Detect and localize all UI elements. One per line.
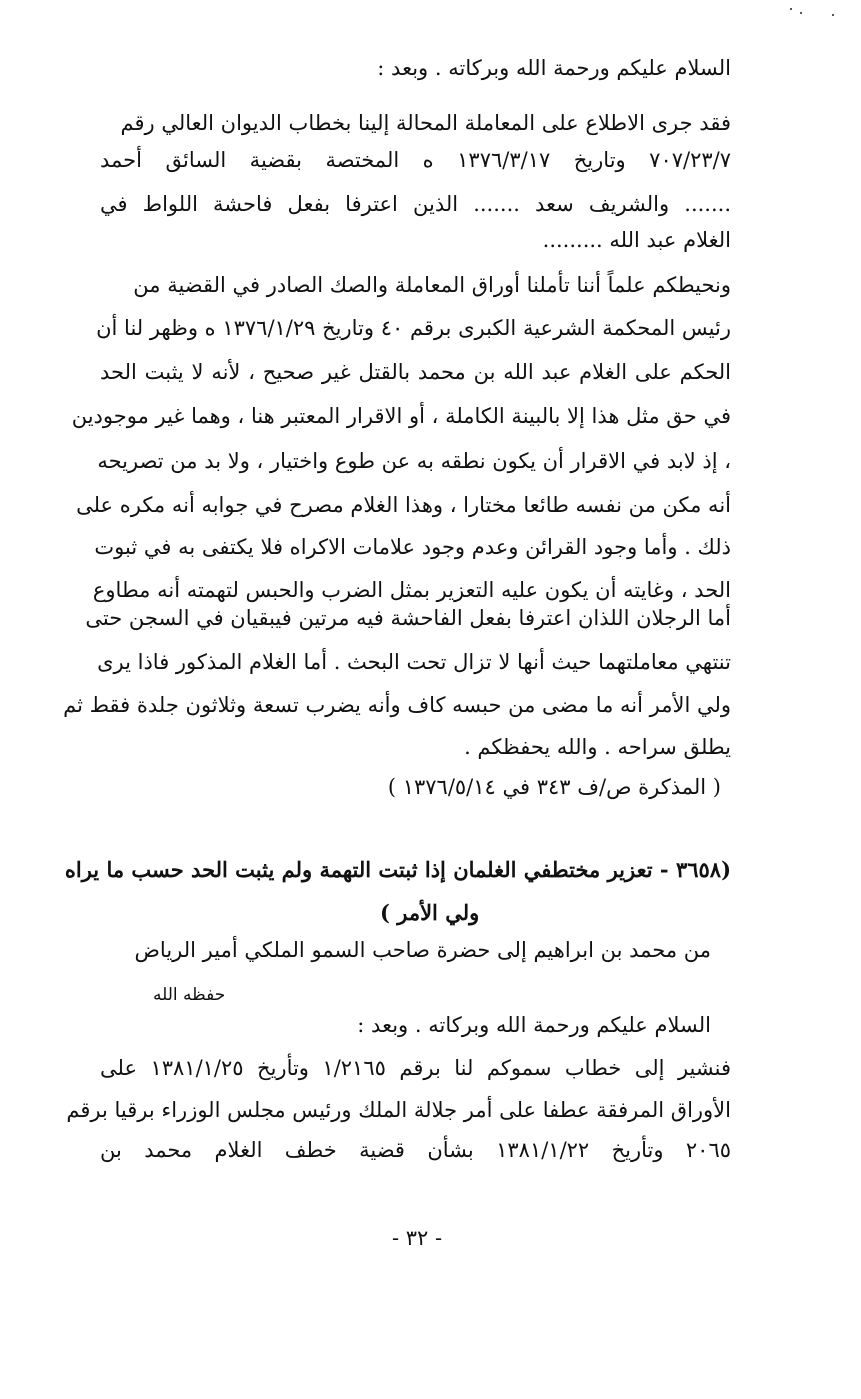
paragraph-line: تنتهي معاملتهما حيث أنها لا تزال تحت البحث . أما الغلام المذكور فاذا يرى <box>97 650 731 674</box>
paragraph-line: ولي الأمر أنه ما مضى من حبسه كاف وأنه يضرب تسعة وثلاثون جلدة فقط ثم <box>63 693 731 717</box>
paragraph-line: ذلك . وأما وجود القرائن وعدم وجود علامات الاكراه فلا يكتفى به في ثبوت <box>94 535 731 559</box>
paragraph-line: الأوراق المرفقة عطفا على أمر جلالة الملك ورئيس مجلس الوزراء برقيا برقم <box>66 1098 731 1122</box>
paragraph-line: الغلام عبد الله ......... <box>542 228 731 252</box>
letter-2-body <box>63 0 732 1200</box>
paragraph-line: أما الرجلان اللذان اعترفا بفعل الفاحشة فيه مرتين فيبقيان في السجن حتى <box>85 606 731 630</box>
letter-from: من محمد بن ابراهيم إلى حضرة صاحب السمو الملكي أمير الرياض <box>134 938 711 962</box>
paragraph-line: ٢٠٦٥ وتأريخ ١٣٨١/١/٢٢ بشأن قضية خطف الغلام محمد بن <box>100 1138 732 1162</box>
paragraph-line: ٧٠٧/٢٣/٧ وتاريخ ١٣٧٦/٣/١٧ ه المختصة بقضية السائق أحمد <box>100 148 731 172</box>
page-number: - ٣٢ - <box>392 1226 443 1250</box>
paragraph-line: يطلق سراحه . والله يحفظكم . <box>464 735 731 759</box>
paragraph-line: ....... والشريف سعد ....... الذين اعترفا بفعل فاحشة اللواط في <box>100 192 731 216</box>
paragraph-line: في حق مثل هذا إلا بالبينة الكاملة ، أو الاقرار المعتبر هنا ، وهما غير موجودين <box>71 404 731 428</box>
salutation: السلام عليكم ورحمة الله وبركاته . وبعد : <box>377 56 731 80</box>
scan-speck <box>800 12 802 14</box>
letter-blessing: حفظه الله <box>153 985 226 1005</box>
scan-speck <box>832 14 834 16</box>
paragraph-line: ، إذ لابد في الاقرار أن يكون نطقه به عن طوع واختيار ، ولا بد من تصريحه <box>97 449 731 473</box>
salutation: السلام عليكم ورحمة الله وبركاته . وبعد : <box>357 1013 711 1037</box>
paragraph-line: ونحيطكم علماً أننا تأملنا أوراق المعاملة والصك الصادر في القضية من <box>133 273 731 297</box>
paragraph-line: أنه مكن من نفسه طائعا مختارا ، وهذا الغلام مصرح في جوابه أنه مكره على <box>76 493 731 517</box>
paragraph-line: الحد ، وغايته أن يكون عليه التعزير بمثل الضرب والحبس لتهمته أنه مطاوع <box>92 578 731 602</box>
scan-speck <box>790 8 792 10</box>
paragraph-line: فنشير إلى خطاب سموكم لنا برقم ١/٢١٦٥ وتأريخ ١٣٨١/١/٢٥ على <box>100 1056 731 1080</box>
heading-line: (٣٦٥٨ - تعزير مختطفي الغلمان إذا ثبتت التهمة ولم يثبت الحد حسب ما يراه <box>64 857 731 882</box>
heading-line-2: ولي الأمر ) <box>380 900 480 925</box>
paragraph-line: رئيس المحكمة الشرعية الكبرى برقم ٤٠ وتاريخ ١٣٧٦/١/٢٩ ه وظهر لنا أن <box>96 316 731 340</box>
paragraph-line: فقد جرى الاطلاع على المعاملة المحالة إلينا بخطاب الديوان العالي رقم <box>120 111 731 135</box>
paragraph-line: الحكم على الغلام عبد الله بن محمد بالقتل غير صحيح ، لأنه لا يثبت الحد <box>100 360 731 384</box>
reference-note: ( المذكرة ص/ف ٣٤٣ في ١٣٧٦/٥/١٤ ) <box>387 775 721 799</box>
